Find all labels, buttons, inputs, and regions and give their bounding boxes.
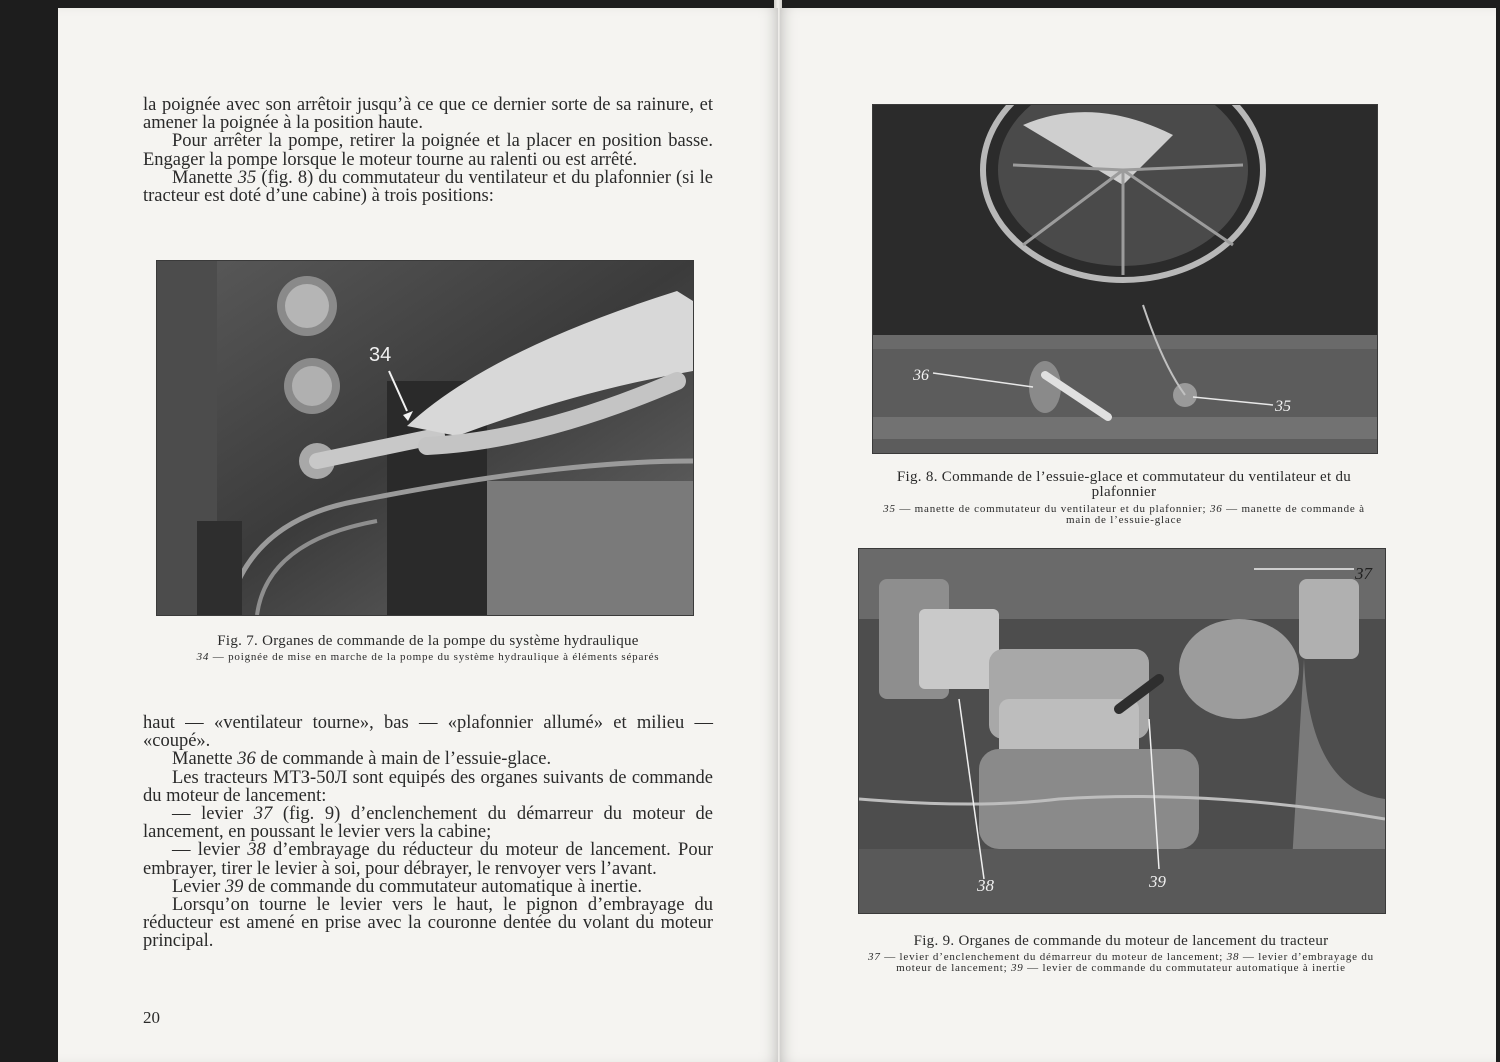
paragraph [143, 169, 713, 205]
text-run: — levier [172, 804, 254, 825]
figure-7-callout-34: 34 [369, 344, 392, 366]
legend-text: — levier d’embrayage du moteur de lancement; [896, 951, 1374, 974]
legend-number: 36 [1209, 503, 1223, 515]
paragraph [143, 896, 713, 951]
paragraph [143, 878, 713, 896]
figure-8-legend [870, 504, 1378, 526]
text-run: Manette [172, 749, 238, 770]
paragraph [143, 769, 713, 805]
legend-number: 38 [1226, 951, 1240, 963]
right-page [780, 8, 1496, 1062]
text-run: de commande à main de l’essuie-glace. [255, 749, 552, 770]
text-run: de commande du commutateur automatique à inertie. [243, 876, 643, 897]
text-run: haut — «ventilateur tourne», bas — «plafonnier allumé» et milieu — «coupé». [143, 713, 713, 752]
legend-number: 39 [1011, 962, 1024, 974]
legend-text: — levier d’enclenchement du démarreur du moteur de lancement; [880, 951, 1227, 963]
paragraph [143, 841, 713, 877]
paragraph [143, 805, 713, 841]
figure-9-title: Fig. 9. Organes de commande du moteur de lancement du tracteur [913, 933, 1329, 949]
paragraph [143, 714, 713, 750]
legend-text: — manette de commande à main de l’essuie-glace [1066, 503, 1365, 526]
text-run: (fig. 8) du commutateur du ventilateur et du plafonnier (si le tracteur est doté d’une cabine) à trois positions: [143, 167, 713, 207]
figure-9-callout-37: 37 [1355, 564, 1372, 583]
legend-number: 35 [883, 503, 896, 515]
text-run: (fig. 9) d’enclenchement du démarreur du moteur de lancement, en poussant le levier vers la cabine; [143, 804, 713, 843]
legend-text: — poignée de mise en marche de la pompe du système hydraulique à éléments séparés [209, 651, 660, 663]
figure-8-photo [872, 104, 1378, 454]
text-run: Levier [172, 876, 225, 897]
text-run: — levier [172, 840, 248, 861]
paragraph [143, 96, 713, 132]
text-run: Les tracteurs МТЗ-50Л sont equipés des organes suivants de commande du moteur de lancement: [143, 767, 713, 806]
legend-text: — levier de commande du commutateur automatique à inertie [1023, 962, 1346, 974]
figure-9-legend [856, 952, 1386, 974]
paragraph [143, 750, 713, 768]
page-number: 20 [143, 1008, 160, 1027]
figure-9-callout-39: 39 [1149, 872, 1166, 891]
legend-number: 34 [196, 651, 210, 663]
text-run: Manette [172, 167, 238, 188]
reference-number: 35 [237, 167, 257, 188]
paragraph [143, 132, 713, 168]
reference-number: 39 [224, 876, 244, 897]
figure-7-caption [158, 634, 698, 663]
legend-text: — manette de commutateur du ventilateur et du plafonnier; [895, 503, 1210, 515]
figure-7-photo [156, 260, 694, 616]
legend-number: 37 [868, 951, 881, 963]
reference-number: 38 [247, 840, 266, 861]
figure-7-legend [158, 652, 698, 663]
figure-8-title: Fig. 8. Commande de l’essuie-glace et commutateur du ventilateur et du plafonnier [896, 469, 1352, 500]
text-run: Lorsqu’on tourne le levier vers le haut, le pignon d’embrayage du réducteur est amené en prise avec la couronne dentée du volant du moteur principal. [143, 895, 713, 952]
figure-8-caption [870, 470, 1378, 526]
figure-7-title: Fig. 7. Organes de commande de la pompe du système hydraulique [217, 633, 639, 649]
figure-9-caption [856, 934, 1386, 974]
reference-number: 37 [253, 804, 273, 825]
left-page [58, 8, 778, 1062]
text-run: Pour arrêter la pompe, retirer la poignée et la placer en position basse. Engager la pompe lorsque le moteur tourne au ralenti ou est arrêté. [143, 131, 713, 170]
left-text-bottom [143, 714, 713, 951]
left-text-top [143, 96, 713, 205]
figure-9-photo [858, 548, 1386, 914]
text-run: d’embrayage du réducteur du moteur de lancement. Pour embrayer, tirer le levier à soi, pour débrayer, le renvoyer vers l’avant. [143, 840, 713, 879]
figure-8-callout-35: 35 [1275, 398, 1291, 415]
reference-number: 36 [237, 749, 256, 770]
figure-9-callout-38: 38 [977, 876, 994, 895]
figure-8-callout-36: 36 [913, 367, 929, 384]
text-run: la poignée avec son arrêtoir jusqu’à ce que ce dernier sorte de sa rainure, et amener la poignée à la position haute. [143, 95, 713, 134]
